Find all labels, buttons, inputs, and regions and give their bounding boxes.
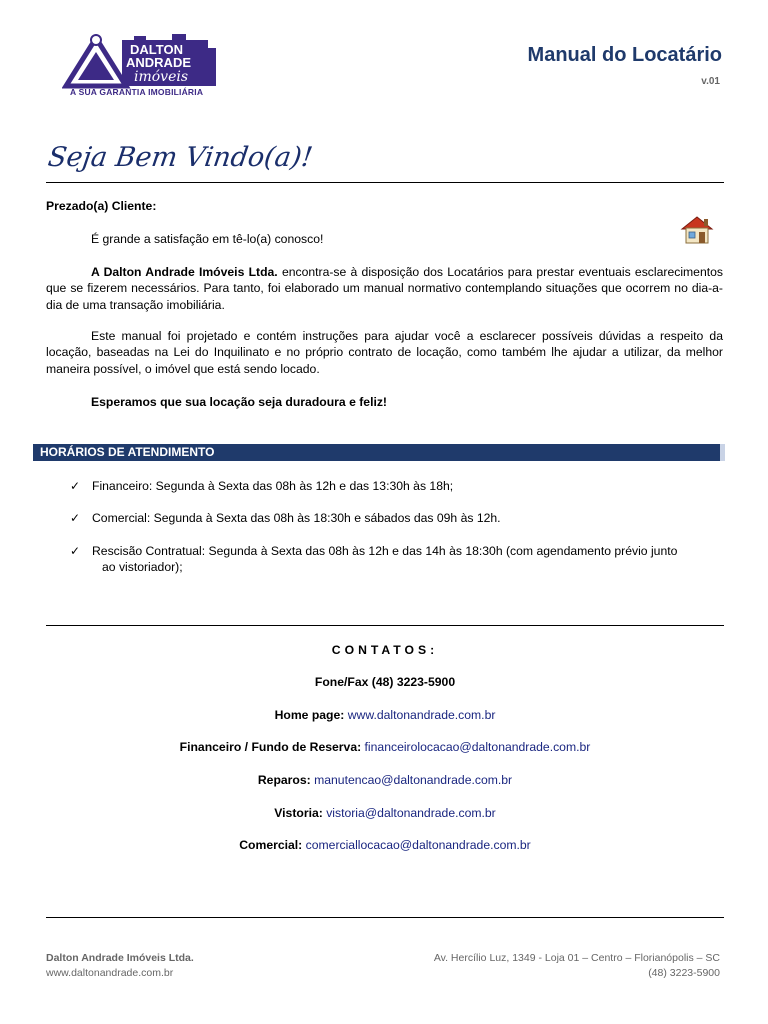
- footer-company: Dalton Andrade Imóveis Ltda.: [46, 952, 194, 964]
- check-icon: ✓: [70, 544, 81, 558]
- hours-section-bar: [33, 444, 725, 461]
- hours-item-text-cont: ao vistoriador);: [102, 560, 183, 574]
- house-icon: [680, 215, 714, 245]
- paragraph-3: Este manual foi projetado e contém instruções para ajudar você a esclarecer possíveis dúvidas a respeito da locação, baseadas na Lei do Inquilinato e no próprio contrato de locação, como também lhe ajudar a utilizar, da melhor maneira possível, o imóvel que está sendo locado.: [46, 329, 723, 376]
- logo-line2: ANDRADE: [126, 55, 191, 70]
- hours-item-text: Comercial: Segunda à Sexta das 08h às 18:30h e sábados das 09h às 12h.: [92, 511, 501, 525]
- contact-homepage: [46, 708, 724, 722]
- greeting: Prezado(a) Cliente:: [46, 199, 157, 213]
- check-icon: ✓: [70, 511, 81, 525]
- contact-vistoria: [46, 806, 724, 820]
- contact-financeiro: [46, 740, 724, 754]
- document-version: v.01: [701, 76, 720, 87]
- paragraph-1: É grande a satisfação em tê-lo(a) conosco!: [91, 232, 324, 246]
- logo-line1: DALTON: [130, 42, 183, 57]
- welcome-heading: Seja Bem Vindo(a)!: [46, 142, 315, 173]
- logo-line3: imóveis: [134, 69, 189, 85]
- hours-item-rescisao: [70, 543, 720, 575]
- contact-comercial: [46, 838, 724, 852]
- footer-phone: (48) 3223-5900: [648, 967, 720, 979]
- paragraph-2-text: encontra-se à disposição dos Locatários para prestar eventuais esclarecimentos que se fizerem necessários. Para tanto, foi elaborado um manual normativo contemplando situações que ocorrem no dia-a-dia de uma transação imobiliária.: [46, 265, 723, 312]
- homepage-link[interactable]: www.daltonandrade.com.br: [347, 708, 496, 722]
- hours-item-text: Rescisão Contratual: Segunda à Sexta das 08h às 12h e das 14h às 18:30h (com agendamento prévio junto: [92, 544, 678, 558]
- hours-heading: HORÁRIOS DE ATENDIMENTO: [40, 445, 215, 459]
- hours-item-financeiro: [70, 478, 720, 494]
- contact-label: Financeiro / Fundo de Reserva:: [179, 740, 365, 754]
- contact-reparos: [46, 773, 724, 787]
- footer-website[interactable]: www.daltonandrade.com.br: [46, 967, 174, 979]
- company-name-inline: A Dalton Andrade Imóveis Ltda.: [91, 265, 278, 279]
- paragraph-4: Esperamos que sua locação seja duradoura e feliz!: [91, 395, 387, 409]
- contact-label: Vistoria:: [274, 806, 327, 820]
- contact-label: Home page:: [274, 708, 348, 722]
- document-title: Manual do Locatário: [527, 44, 722, 66]
- financeiro-email-link[interactable]: financeirolocacao@daltonandrade.com.br: [364, 740, 591, 754]
- contact-phone: Fone/Fax (48) 3223-5900: [314, 675, 456, 689]
- hours-item-text: Financeiro: Segunda à Sexta das 08h às 12h e das 13:30h às 18h;: [92, 479, 454, 493]
- contacts-title: CONTATOS:: [331, 643, 439, 657]
- contact-label: Comercial:: [239, 838, 306, 852]
- contact-label: Reparos:: [257, 773, 315, 787]
- divider: [46, 182, 724, 183]
- reparos-email-link[interactable]: manutencao@daltonandrade.com.br: [314, 773, 513, 787]
- divider: [46, 625, 724, 626]
- paragraph-2: [46, 264, 723, 313]
- vistoria-email-link[interactable]: vistoria@daltonandrade.com.br: [326, 806, 496, 820]
- hours-item-comercial: [70, 510, 720, 526]
- check-icon: ✓: [70, 479, 81, 493]
- divider: [46, 917, 724, 918]
- footer-address: Av. Hercílio Luz, 1349 - Loja 01 – Centro – Florianópolis – SC: [433, 952, 720, 964]
- logo-tagline: A SUA GARANTIA IMOBILIÁRIA: [70, 87, 204, 97]
- comercial-email-link[interactable]: comerciallocacao@daltonandrade.com.br: [305, 838, 531, 852]
